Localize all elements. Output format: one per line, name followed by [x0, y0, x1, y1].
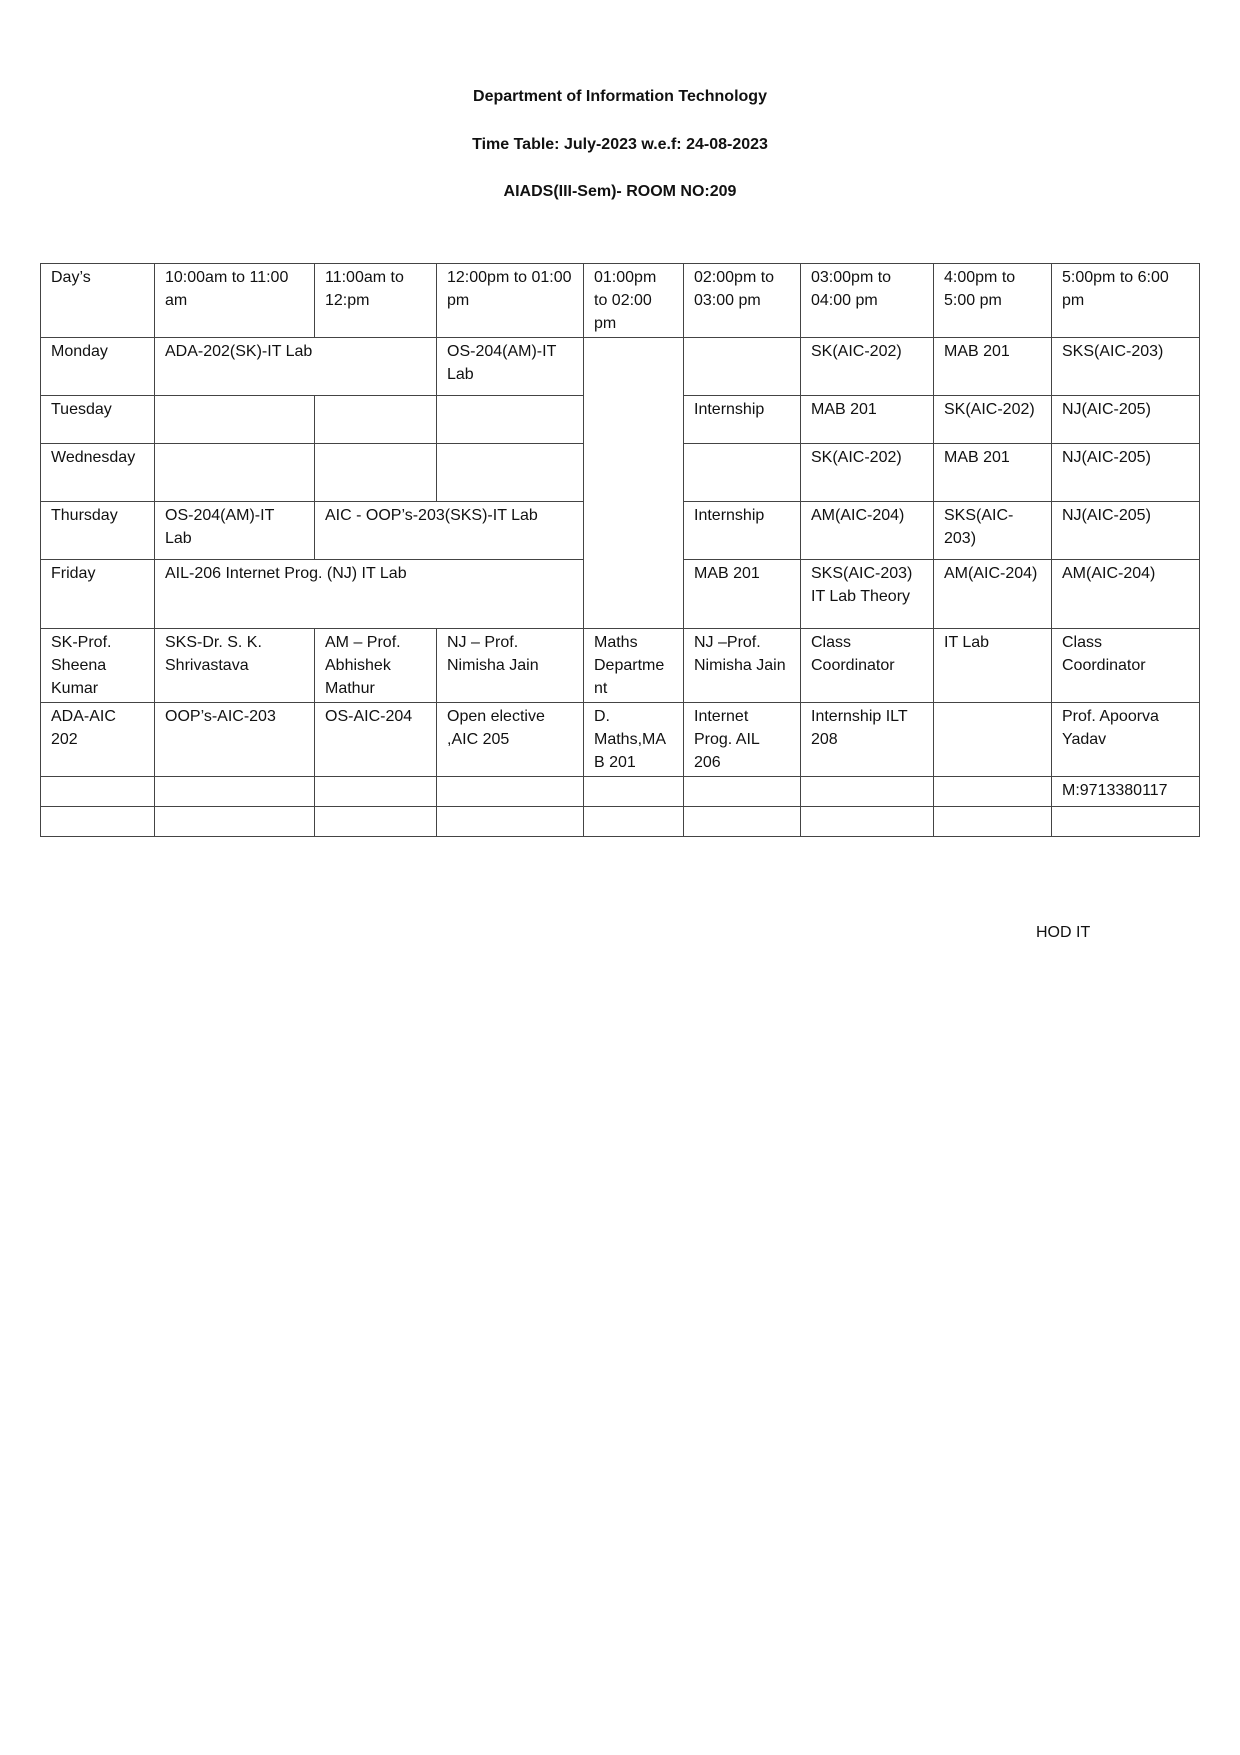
- header-row: [41, 264, 1200, 338]
- coordinator-phone: M:9713380117: [1052, 777, 1200, 807]
- day-label: Monday: [41, 338, 155, 396]
- timetable-cell: MAB 201: [934, 338, 1052, 396]
- timetable-cell: AIL-206 Internet Prog. (NJ) IT Lab: [155, 560, 584, 629]
- department-title: Department of Information Technology: [473, 88, 767, 105]
- timetable-cell: SKS(AIC-203) IT Lab Theory: [801, 560, 934, 629]
- timetable-cell: [315, 396, 437, 444]
- subject-cell: D. Maths,MAB 201: [584, 703, 684, 777]
- subject-cell: Internet Prog. AIL 206: [684, 703, 801, 777]
- subject-cell: Prof. Apoorva Yadav: [1052, 703, 1200, 777]
- lunch-break-cell: [584, 338, 684, 629]
- timetable-cell: SK(AIC-202): [801, 444, 934, 502]
- timetable-cell: MAB 201: [801, 396, 934, 444]
- class-room-title: AIADS(III-Sem)- ROOM NO:209: [503, 183, 737, 200]
- timetable-cell: MAB 201: [684, 560, 801, 629]
- empty-cell: [584, 777, 684, 807]
- empty-cell: [437, 777, 584, 807]
- empty-cell: [41, 807, 155, 837]
- empty-cell: [315, 807, 437, 837]
- row-monday: [41, 338, 1200, 396]
- faculty-cell: Maths Department: [584, 629, 684, 703]
- day-label: Wednesday: [41, 444, 155, 502]
- empty-cell: [934, 807, 1052, 837]
- faculty-cell: IT Lab: [934, 629, 1052, 703]
- timetable-date-title: Time Table: July-2023 w.e.f: 24-08-2023: [472, 136, 768, 153]
- timetable-cell: [155, 444, 315, 502]
- empty-cell: [155, 807, 315, 837]
- timetable-cell: MAB 201: [934, 444, 1052, 502]
- timetable-cell: [315, 444, 437, 502]
- timetable-cell: OS-204(AM)-IT Lab: [155, 502, 315, 560]
- empty-cell: [315, 777, 437, 807]
- day-label: Friday: [41, 560, 155, 629]
- subject-cell: Internship ILT 208: [801, 703, 934, 777]
- subject-cell: ADA-AIC 202: [41, 703, 155, 777]
- subject-row: [41, 703, 1200, 777]
- col-header-lunch: 01:00pm to 02:00 pm: [584, 264, 684, 338]
- day-label: Thursday: [41, 502, 155, 560]
- col-header-slot-2: 11:00am to 12:pm: [315, 264, 437, 338]
- empty-cell: [684, 807, 801, 837]
- timetable-cell: NJ(AIC-205): [1052, 502, 1200, 560]
- empty-cell: [934, 777, 1052, 807]
- timetable-cell: SK(AIC-202): [801, 338, 934, 396]
- col-header-slot-3: 12:00pm to 01:00 pm: [437, 264, 584, 338]
- faculty-cell: SKS-Dr. S. K. Shrivastava: [155, 629, 315, 703]
- timetable-cell: SK(AIC-202): [934, 396, 1052, 444]
- timetable-cell: OS-204(AM)-IT Lab: [437, 338, 584, 396]
- empty-cell: [801, 807, 934, 837]
- empty-cell: [684, 777, 801, 807]
- empty-cell: [1052, 807, 1200, 837]
- timetable-cell: AM(AIC-204): [801, 502, 934, 560]
- timetable-cell: [684, 444, 801, 502]
- timetable-cell: SKS(AIC-203): [1052, 338, 1200, 396]
- col-header-slot-5: 02:00pm to 03:00 pm: [684, 264, 801, 338]
- phone-row: [41, 777, 1200, 807]
- faculty-cell: SK-Prof. Sheena Kumar: [41, 629, 155, 703]
- faculty-cell: Class Coordinator: [1052, 629, 1200, 703]
- empty-cell: [41, 777, 155, 807]
- timetable-cell: NJ(AIC-205): [1052, 396, 1200, 444]
- col-header-slot-6: 03:00pm to 04:00 pm: [801, 264, 934, 338]
- timetable-cell: Internship: [684, 396, 801, 444]
- timetable-cell: [155, 396, 315, 444]
- day-label: Tuesday: [41, 396, 155, 444]
- timetable-cell: NJ(AIC-205): [1052, 444, 1200, 502]
- faculty-cell: NJ –Prof. Nimisha Jain: [684, 629, 801, 703]
- col-header-slot-1: 10:00am to 11:00 am: [155, 264, 315, 338]
- hod-signature-label: HOD IT: [1036, 924, 1091, 941]
- subject-cell: OOP’s-AIC-203: [155, 703, 315, 777]
- subject-cell: [934, 703, 1052, 777]
- faculty-cell: NJ – Prof. Nimisha Jain: [437, 629, 584, 703]
- timetable-cell: AM(AIC-204): [934, 560, 1052, 629]
- subject-cell: OS-AIC-204: [315, 703, 437, 777]
- timetable-cell: [684, 338, 801, 396]
- timetable-cell: ADA-202(SK)-IT Lab: [155, 338, 437, 396]
- faculty-cell: AM – Prof. Abhishek Mathur: [315, 629, 437, 703]
- col-header-slot-8: 5:00pm to 6:00 pm: [1052, 264, 1200, 338]
- empty-cell: [437, 807, 584, 837]
- col-header-day: Day’s: [41, 264, 155, 338]
- subject-cell: Open elective ,AIC 205: [437, 703, 584, 777]
- timetable-cell: AIC - OOP’s-203(SKS)-IT Lab: [315, 502, 584, 560]
- faculty-row: [41, 629, 1200, 703]
- timetable-cell: SKS(AIC-203): [934, 502, 1052, 560]
- col-header-slot-7: 4:00pm to 5:00 pm: [934, 264, 1052, 338]
- timetable-cell: AM(AIC-204): [1052, 560, 1200, 629]
- empty-cell: [801, 777, 934, 807]
- timetable-cell: [437, 396, 584, 444]
- timetable-grid: [40, 263, 1200, 837]
- timetable-cell: [437, 444, 584, 502]
- empty-cell: [584, 807, 684, 837]
- blank-row: [41, 807, 1200, 837]
- timetable-cell: Internship: [684, 502, 801, 560]
- empty-cell: [155, 777, 315, 807]
- faculty-cell: Class Coordinator: [801, 629, 934, 703]
